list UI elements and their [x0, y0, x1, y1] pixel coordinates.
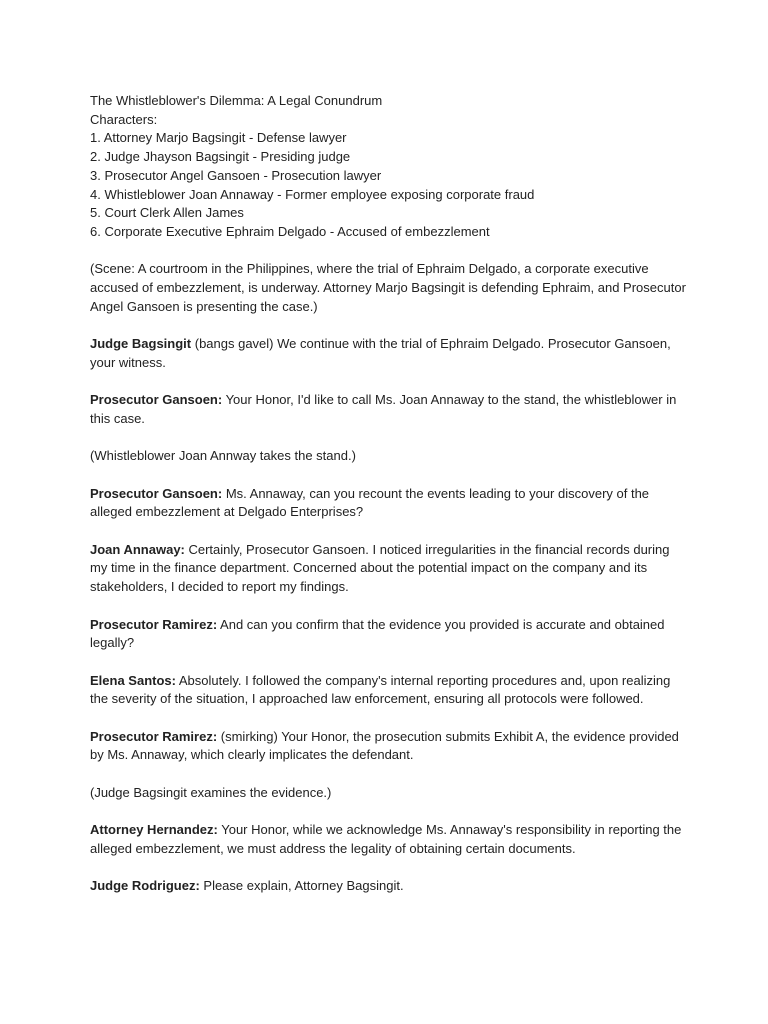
dialogue-paragraph [90, 672, 686, 709]
spacer [90, 242, 686, 261]
dialogue-text: Please explain, Attorney Bagsingit. [199, 878, 404, 894]
dialogue-text: Your Honor, while we acknowledge Ms. Annaway's responsibility in reporting the alleged embezzlement, we must address the legality of obtaining certain documents. [90, 822, 682, 856]
spacer [90, 466, 686, 485]
speaker-name: Prosecutor Ramirez: [90, 616, 218, 632]
spacer [90, 765, 686, 784]
dialogue-paragraph [90, 391, 686, 428]
spacer [90, 859, 686, 878]
speaker-name: Elena Santos: [90, 672, 176, 688]
character-item: 2. Judge Jhayson Bagsingit - Presiding judge [90, 149, 351, 165]
speaker-name: Prosecutor Gansoen: [90, 392, 223, 408]
spacer [90, 803, 686, 822]
spacer [90, 522, 686, 541]
speaker-name: Prosecutor Ramirez: [90, 728, 218, 744]
character-item: 6. Corporate Executive Ephraim Delgado - Accused of embezzlement [90, 223, 490, 239]
spacer [90, 653, 686, 672]
dialogue-paragraph [90, 728, 686, 765]
dialogue-text: (bangs gavel) We continue with the trial of Ephraim Delgado. Prosecutor Gansoen, your witness. [90, 336, 671, 370]
spacer [90, 373, 686, 392]
speaker-name: Judge Rodriguez: [90, 878, 200, 894]
dialogue-paragraph [90, 335, 686, 372]
header-block [90, 92, 686, 242]
dialogue-paragraph [90, 485, 686, 522]
dialogue-paragraph [90, 616, 686, 653]
dialogue-text: Ms. Annaway, can you recount the events leading to your discovery of the alleged embezzlement at Delgado Enterprises? [90, 485, 650, 520]
dialogue-text: Certainly, Prosecutor Gansoen. I noticed irregularities in the financial records during my time in the finance department. Concerned about the potential impact on the company and its stakeholders, I decided to report my findings. [90, 541, 670, 595]
spacer [90, 316, 686, 335]
stage-direction [90, 784, 686, 803]
dialogue-text: (Whistleblower Joan Annway takes the stand.) [90, 448, 356, 464]
dialogue-text: And can you confirm that the evidence you provided is accurate and obtained legally? [90, 616, 665, 651]
scene-description: (Scene: A courtroom in the Philippines, where the trial of Ephraim Delgado, a corporate executive accused of embezzlement, is underway. Attorney Marjo Bagsingit is defending Ephraim, and Prosecutor Angel Gansoen is presenting the case.) [90, 261, 686, 314]
character-item: 4. Whistleblower Joan Annaway - Former employee exposing corporate fraud [90, 186, 535, 202]
document-page [90, 92, 686, 896]
dialogue-text: (Judge Bagsingit examines the evidence.) [90, 784, 332, 800]
dialogue-paragraph [90, 877, 686, 896]
speaker-name: Prosecutor Gansoen: [90, 485, 223, 501]
spacer [90, 597, 686, 616]
character-item: 1. Attorney Marjo Bagsingit - Defense lawyer [90, 130, 347, 146]
speaker-name: Judge Bagsingit [90, 336, 192, 352]
character-item: 3. Prosecutor Angel Gansoen - Prosecution lawyer [90, 167, 382, 183]
speaker-name: Attorney Hernandez: [90, 822, 218, 838]
dialogue-paragraph [90, 541, 686, 597]
stage-direction [90, 447, 686, 466]
characters-heading: Characters: [90, 111, 158, 127]
spacer [90, 709, 686, 728]
dialogue-text: Absolutely. I followed the company's internal reporting procedures and, upon realizing the severity of the situation, I approached law enforcement, ensuring all protocols were followed. [90, 672, 671, 707]
spacer [90, 429, 686, 448]
character-item: 5. Court Clerk Allen James [90, 205, 244, 221]
dialogue-text: (smirking) Your Honor, the prosecution submits Exhibit A, the evidence provided by Ms. Annaway, which clearly implicates the defendant. [90, 728, 679, 763]
document-title: The Whistleblower's Dilemma: A Legal Conundrum [90, 93, 383, 108]
dialogue-text: Your Honor, I'd like to call Ms. Joan Annaway to the stand, the whistleblower in this case. [90, 392, 677, 426]
speaker-name: Joan Annaway: [90, 541, 185, 557]
dialogue-paragraph [90, 821, 686, 858]
